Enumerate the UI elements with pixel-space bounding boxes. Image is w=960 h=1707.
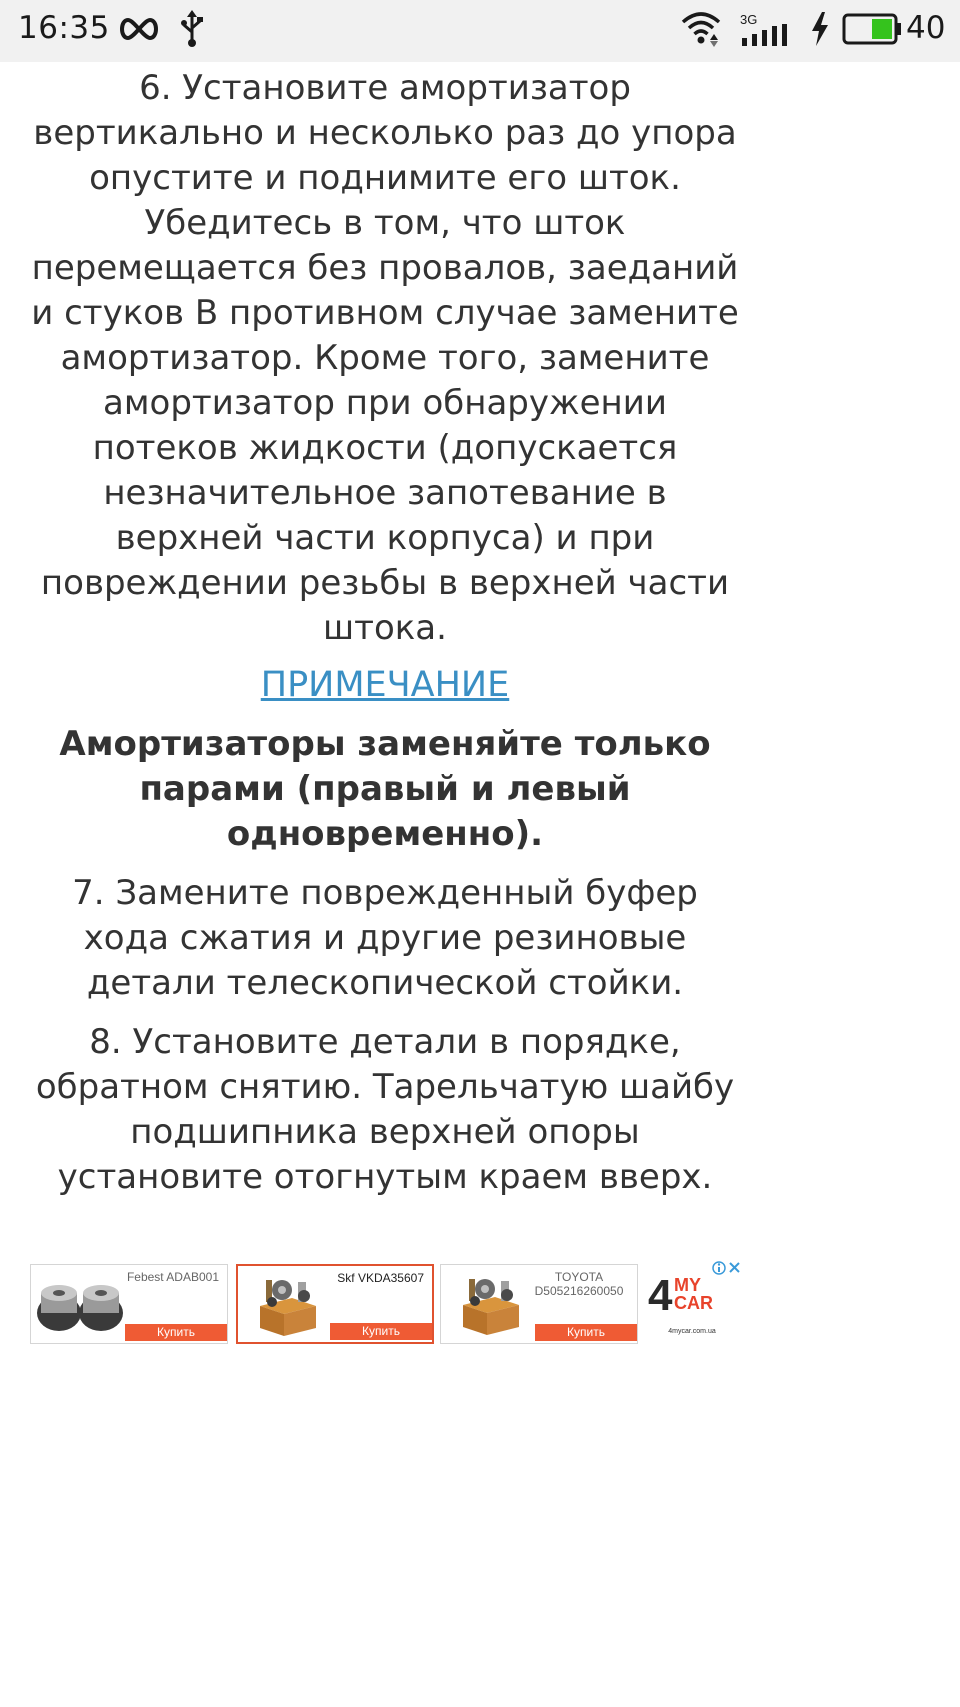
step-6-paragraph: 6. Установите амортизатор вертикально и несколько раз до упора опустите и поднимите его шток. Убедитесь в том, что шток перемещается без провалов, заеданий и стуков В противном случае замените амортизатор. Кроме того, замените амортизатор при обнаружении потеков жидкости (допускается незначительное запотевание в верхней части корпуса) и при повреждении резьбы в верхней части штока.: [31, 68, 739, 648]
step-8-paragraph: 8. Установите детали в порядке, обратном снятию. Тарельчатую шайбу подшипника верхней опоры установите отогнутым краем вверх.: [35, 1022, 735, 1197]
adchoices-icon[interactable]: [712, 1260, 742, 1276]
buy-button[interactable]: Купить: [125, 1324, 227, 1341]
rubber-bushings-image: [35, 1271, 127, 1337]
4mycar-logo[interactable]: [642, 1264, 742, 1346]
logo-text-car: CAR: [674, 1293, 713, 1313]
ad-item-febest[interactable]: [30, 1264, 228, 1344]
ad-banner[interactable]: [30, 1260, 742, 1348]
logo-text-my: MY: [674, 1275, 701, 1295]
usb-icon: [180, 10, 204, 48]
logo-url: 4mycar.com.ua: [668, 1328, 716, 1335]
article-content: [26, 62, 744, 1200]
parts-box-image: [242, 1272, 334, 1338]
cellular-signal-icon: [740, 24, 790, 46]
battery-percent: 40: [906, 10, 946, 46]
step-7-paragraph: 7. Замените поврежденный буфер хода сжатия и другие резиновые детали телескопической стойки.: [72, 873, 698, 1003]
wifi-icon: [680, 10, 722, 48]
buy-button[interactable]: Купить: [330, 1323, 432, 1340]
note-paragraph: Амортизаторы заменяйте только парами (правый и левый одновременно).: [59, 724, 711, 854]
ad-item-skf[interactable]: [236, 1264, 434, 1344]
logo-digit: 4: [648, 1271, 673, 1320]
link-infinity-icon: [116, 16, 162, 42]
ad-title: TOYOTA D505216260050: [534, 1270, 624, 1298]
network-type-label: 3G: [740, 12, 758, 27]
parts-box-image: [445, 1271, 537, 1337]
battery-icon: [842, 13, 902, 45]
charging-bolt-icon: [810, 12, 830, 46]
buy-button[interactable]: Купить: [535, 1324, 637, 1341]
status-bar: [0, 0, 960, 62]
ad-title: Skf VKDA35607: [337, 1271, 424, 1285]
note-heading-link[interactable]: ПРИМЕЧАНИЕ: [260, 665, 510, 705]
ad-title: Febest ADAB001: [126, 1270, 219, 1284]
status-time: 16:35: [18, 10, 110, 46]
ad-item-toyota[interactable]: [440, 1264, 638, 1344]
